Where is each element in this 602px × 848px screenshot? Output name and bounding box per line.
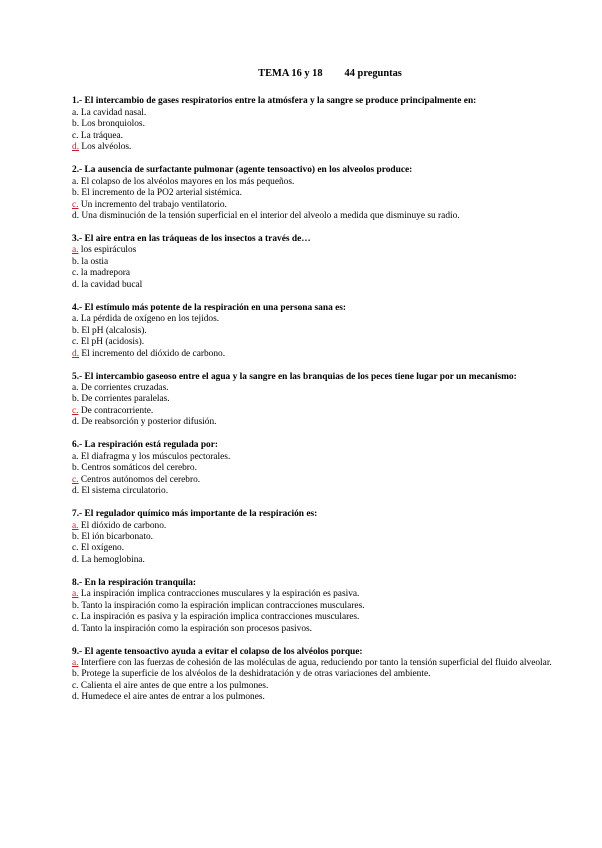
answer-option (72, 280, 562, 291)
answer-letter: d. (72, 417, 80, 428)
answer-text: De contracorriente. (80, 405, 154, 416)
answer-letter: b. (72, 531, 80, 542)
answer-letter: d. (72, 279, 80, 290)
answer-option (72, 268, 562, 279)
answer-text: El dióxido de carbono. (80, 520, 167, 531)
answer-letter: c. (72, 612, 79, 623)
question-block (72, 440, 562, 497)
correct-answer-letter: c. (72, 474, 79, 485)
answer-text: El pH (alcalosis). (81, 325, 147, 336)
answer-option (72, 681, 562, 692)
answer-text: De reabsorción y posterior difusión. (81, 417, 217, 428)
answer-text: La inspiración implica contracciones musculares y la espiración es pasiva. (80, 589, 360, 600)
answer-option (72, 257, 562, 268)
answer-letter: a. (72, 107, 79, 118)
answer-letter: a. (72, 314, 79, 325)
correct-answer-letter: d. (72, 142, 80, 153)
answer-option (72, 486, 562, 497)
question-text: 6.- La respiración está regulada por: (72, 440, 218, 451)
answer-letter: b. (72, 119, 80, 130)
answer-letter: c. (72, 268, 79, 279)
answer-option (72, 601, 562, 612)
answer-option (72, 658, 562, 669)
answer-option (72, 245, 562, 256)
answer-letter: a. (72, 451, 79, 462)
answer-letter: b. (72, 669, 80, 680)
answer-option (72, 463, 562, 474)
answer-letter: b. (72, 600, 80, 611)
answer-option (72, 131, 562, 142)
answer-letter: d. (72, 692, 80, 703)
answer-text: Una disminución de la tensión superficial en el interior del alveolo a medida que disminuye su radio. (81, 211, 460, 222)
answer-text: De corrientes cruzadas. (80, 382, 169, 393)
question-block (72, 647, 562, 704)
answer-text: El incremento del dióxido de carbono. (81, 348, 226, 359)
question-text: 5.- El intercambio gaseoso entre el agua y la sangre en las branquias de los peces tiene lugar por un mecanismo: (72, 371, 517, 382)
answer-option (72, 108, 562, 119)
answer-option (72, 326, 562, 337)
answer-option (72, 532, 562, 543)
question-text: 3.- El aire entra en las tráqueas de los insectos a través de… (72, 233, 311, 244)
answer-text: La pérdida de oxígeno en los tejidos. (80, 314, 220, 325)
answer-letter: c. (72, 337, 79, 348)
answer-option (72, 543, 562, 554)
question-text: 8.- En la respiración tranquila: (72, 577, 197, 588)
answer-option (72, 475, 562, 486)
answer-letter: d. (72, 486, 80, 497)
answer-option (72, 624, 562, 635)
answer-text: La tráquea. (80, 130, 124, 141)
question-text: 7.- El regulador químico más importante de la respiración es: (72, 509, 318, 520)
question-text: 1.- El intercambio de gases respiratorios entre la atmósfera y la sangre se produce principalmente en: (72, 96, 477, 107)
title-count: 44 preguntas (344, 68, 402, 79)
answer-text: El colapso de los alvéolos mayores en los más pequeños. (80, 176, 295, 187)
answer-text: La cavidad nasal. (80, 107, 147, 118)
question-text: 2.- La ausencia de surfactante pulmonar (agente tensoactivo) en los alveolos produce: (72, 165, 413, 176)
answer-option (72, 177, 562, 188)
answer-text: El sistema circulatorio. (81, 486, 169, 497)
answer-text: Centros autónomos del cerebro. (80, 474, 201, 485)
answer-letter: d. (72, 623, 80, 634)
answer-text: Un incremento del trabajo ventilatorio. (80, 199, 227, 210)
answer-letter: b. (72, 256, 80, 267)
question-text: 9.- El agente tensoactivo ayuda a evitar el colapso de los alvéolos porque: (72, 646, 363, 657)
answer-letter: c. (72, 680, 79, 691)
question-block (72, 509, 562, 566)
answer-letter: c. (72, 130, 79, 141)
answer-text: El ión bicarbonato. (81, 531, 153, 542)
answer-option (72, 188, 562, 199)
answer-option (72, 589, 562, 600)
correct-answer-letter: a. (72, 589, 79, 600)
answer-text: El oxígeno. (80, 543, 125, 554)
answer-text: Interfiere con las fuerzas de cohesión de las moléculas de agua, reduciendo por tanto la tensión superficial del fluido alveolar. (80, 658, 552, 669)
answer-option (72, 314, 562, 325)
answer-letter: a. (72, 382, 79, 393)
answer-text: la ostia (81, 256, 109, 267)
answer-text: De corrientes paralelas. (81, 394, 170, 405)
answer-text: Centros somáticos del cerebro. (81, 463, 197, 474)
correct-answer-letter: a. (72, 520, 79, 531)
question-text: 4.- El estímulo más potente de la respiración en una persona sana es: (72, 302, 347, 313)
question-block (72, 96, 562, 153)
answer-text: Tanto la inspiración como la espiración implican contracciones musculares. (81, 600, 365, 611)
answer-option (72, 555, 562, 566)
answer-letter: b. (72, 188, 80, 199)
answer-text: Humedece el aire antes de entrar a los pulmones. (81, 692, 265, 703)
answer-letter: c. (72, 543, 79, 554)
question-block (72, 303, 562, 360)
question-block (72, 578, 562, 635)
answer-letter: a. (72, 176, 79, 187)
answer-option (72, 692, 562, 703)
question-list (72, 96, 562, 703)
answer-option (72, 452, 562, 463)
answer-option (72, 521, 562, 532)
title-topic: TEMA 16 y 18 (258, 68, 323, 79)
correct-answer-letter: a. (72, 245, 79, 256)
answer-option (72, 211, 562, 222)
answer-letter: d. (72, 554, 80, 565)
page-title (72, 68, 562, 79)
answer-text: Tanto la inspiración como la espiración son procesos pasivos. (81, 623, 313, 634)
answer-option (72, 142, 562, 153)
answer-letter: b. (72, 394, 80, 405)
answer-option (72, 669, 562, 680)
answer-option (72, 337, 562, 348)
question-block (72, 165, 562, 222)
answer-text: La inspiración es pasiva y la espiración implica contracciones musculares. (80, 612, 360, 623)
correct-answer-letter: d. (72, 348, 80, 359)
answer-letter: b. (72, 463, 80, 474)
question-block (72, 234, 562, 291)
answer-option (72, 383, 562, 394)
answer-option (72, 394, 562, 405)
answer-option (72, 406, 562, 417)
answer-text: los espiráculos (80, 245, 137, 256)
correct-answer-letter: c. (72, 199, 79, 210)
answer-text: El incremento de la PO2 arterial sistémica. (81, 188, 242, 199)
question-block (72, 372, 562, 429)
answer-letter: d. (72, 211, 80, 222)
answer-letter: b. (72, 325, 80, 336)
answer-text: El pH (acidosis). (80, 337, 145, 348)
answer-text: Los alvéolos. (81, 142, 132, 153)
answer-text: Calienta el aire antes de que entre a los pulmones. (80, 680, 269, 691)
answer-option (72, 612, 562, 623)
answer-text: la cavidad bucal (81, 279, 143, 290)
answer-text: El diafragma y los músculos pectorales. (80, 451, 231, 462)
answer-option (72, 417, 562, 428)
answer-option (72, 119, 562, 130)
correct-answer-letter: c. (72, 405, 79, 416)
answer-option (72, 349, 562, 360)
answer-text: la madrepora (80, 268, 131, 279)
answer-text: Protege la superficie de los alvéolos de la deshidratación y de otras variaciones del ambiente. (81, 669, 431, 680)
answer-text: La hemoglobina. (81, 554, 145, 565)
correct-answer-letter: a. (72, 658, 79, 669)
answer-option (72, 200, 562, 211)
answer-text: Los bronquiolos. (81, 119, 145, 130)
